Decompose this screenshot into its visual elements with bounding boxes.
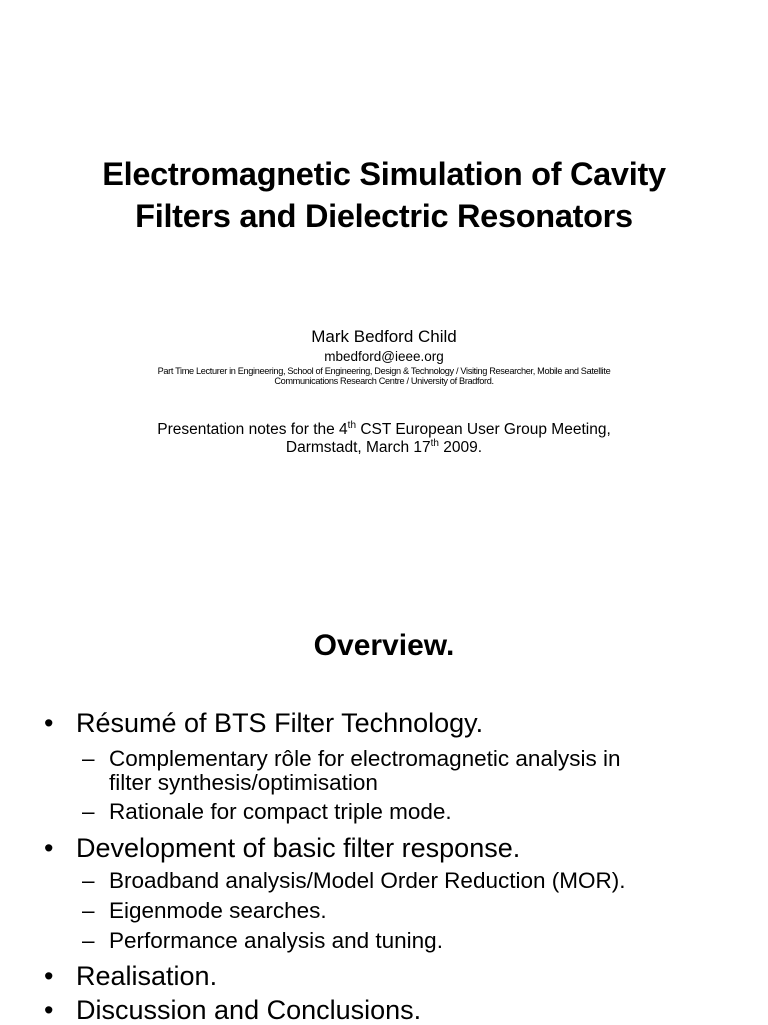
- notes-line-2: [0, 439, 768, 457]
- sub-bullet-item: [82, 929, 443, 953]
- sub-bullet-item: [82, 899, 327, 923]
- sub-bullet-text: Performance analysis and tuning.: [109, 928, 443, 953]
- author-email: mbedford@ieee.org: [324, 349, 444, 364]
- sub-bullet-continuation: filter synthesis/optimisation: [109, 770, 378, 795]
- author-name: Mark Bedford Child: [311, 327, 457, 346]
- sub-bullet-text: Rationale for compact triple mode.: [109, 799, 452, 824]
- author-affiliation: [110, 367, 658, 386]
- sub-bullet-item: [82, 869, 625, 893]
- bullet-icon: •: [44, 995, 54, 1025]
- sub-bullet-text: Complementary rôle for electromagnetic analysis in: [109, 746, 621, 771]
- notes-text-d: 2009.: [438, 439, 483, 456]
- notes-superscript-1: th: [347, 419, 357, 431]
- bullet-text: Realisation.: [76, 961, 218, 991]
- affiliation-line-1: Part Time Lecturer in Engineering, School of Engineering, Design & Technology / Visiting Researcher, Mobile and Satellite: [157, 366, 611, 376]
- bullet-item: [44, 995, 421, 1025]
- notes-line-1: [0, 421, 768, 439]
- bullet-item: [44, 833, 520, 863]
- presentation-notes: [0, 421, 768, 457]
- sub-bullet-item: [82, 747, 620, 795]
- affiliation-line-2: Communications Research Centre / University of Bradford.: [274, 375, 494, 386]
- overview-heading: Overview.: [313, 629, 455, 662]
- notes-superscript-2: th: [430, 437, 439, 449]
- bullet-icon: •: [44, 961, 54, 991]
- bullet-text: Résumé of BTS Filter Technology.: [76, 708, 484, 738]
- title-slide: [0, 0, 768, 510]
- sub-bullet-text: Eigenmode searches.: [109, 898, 327, 923]
- bullet-icon: •: [44, 833, 54, 863]
- dash-icon: –: [82, 898, 95, 923]
- notes-text-b: CST European User Group Meeting,: [356, 421, 611, 438]
- bullet-text: Development of basic filter response.: [76, 833, 521, 863]
- dash-icon: –: [82, 799, 95, 824]
- bullet-icon: •: [44, 708, 54, 738]
- bullet-text: Discussion and Conclusions.: [76, 995, 422, 1025]
- dash-icon: –: [82, 868, 95, 893]
- bullet-item: [44, 708, 483, 738]
- overview-slide: [0, 510, 768, 1024]
- title-line-2: Filters and Dielectric Resonators: [135, 198, 633, 234]
- dash-icon: –: [82, 746, 95, 771]
- sub-bullet-item: [82, 800, 452, 824]
- notes-text-a: Presentation notes for the 4: [157, 421, 348, 438]
- sub-bullet-text: Broadband analysis/Model Order Reduction (MOR).: [109, 868, 626, 893]
- notes-text-c: Darmstadt, March 17: [285, 439, 431, 456]
- bullet-item: [44, 961, 217, 991]
- presentation-title: [0, 153, 768, 237]
- dash-icon: –: [82, 928, 95, 953]
- title-line-1: Electromagnetic Simulation of Cavity: [102, 156, 666, 192]
